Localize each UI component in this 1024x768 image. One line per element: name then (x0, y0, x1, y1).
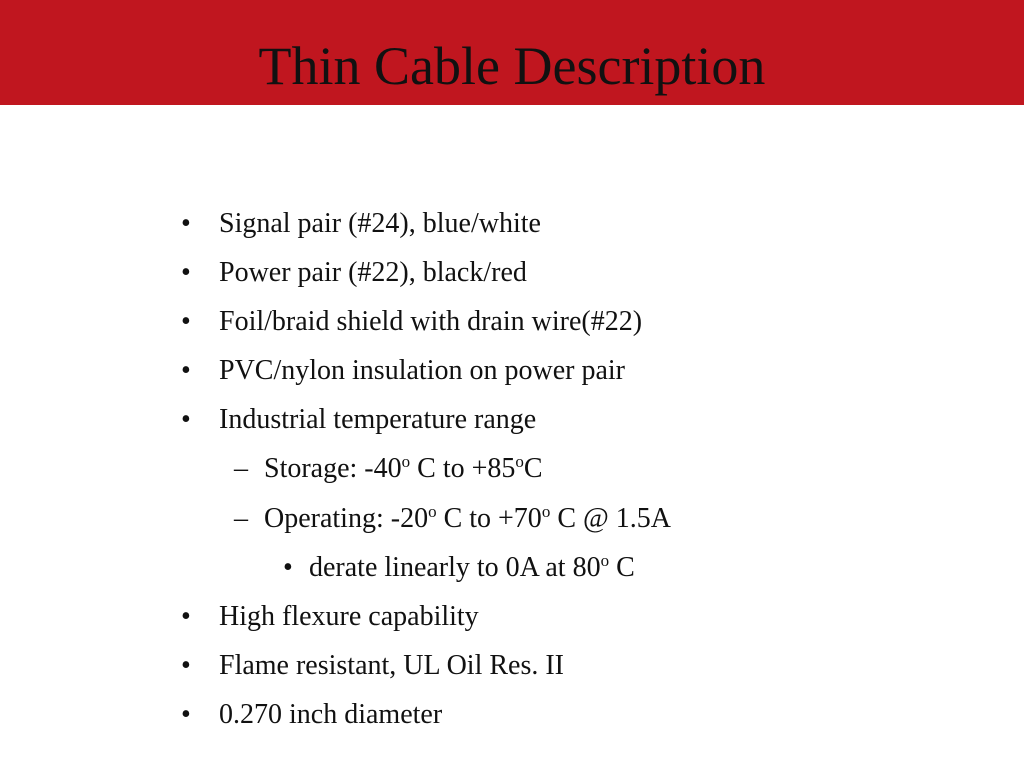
bullet-marker: • (181, 699, 191, 730)
text-part: C @ 1.5A (550, 503, 671, 534)
bullet-marker: • (181, 306, 191, 337)
bullet-text: Power pair (#22), black/red (219, 257, 527, 288)
degree-superscript: o (401, 452, 411, 471)
bullet-text: Flame resistant, UL Oil Res. II (219, 650, 565, 681)
bullet-text: 0.270 inch diameter (219, 699, 443, 730)
text-part: C to +70 (436, 503, 542, 534)
bullet-marker: • (181, 208, 191, 239)
text-part: C (523, 453, 543, 484)
text-part: Storage: -40 (264, 453, 402, 484)
sub-sub-bullet-text (309, 551, 635, 585)
text-part: C to +85 (410, 453, 516, 484)
degree-superscript: o (428, 502, 437, 521)
bullet-marker: • (181, 601, 191, 632)
slide-title: Thin Cable Description (258, 36, 766, 96)
bullet-text: Industrial temperature range (219, 404, 537, 435)
bullet-marker: • (181, 355, 191, 386)
bullet-marker: • (181, 404, 191, 435)
bullet-text: High flexure capability (219, 601, 479, 632)
degree-superscript: o (600, 551, 610, 570)
text-part: derate linearly to 0A at 80 (309, 552, 601, 583)
degree-superscript: o (541, 502, 551, 521)
degree-superscript: o (515, 452, 524, 471)
bullet-marker: • (181, 650, 191, 681)
dash-marker: – (234, 453, 248, 484)
bullet-text: Foil/braid shield with drain wire(#22) (219, 306, 643, 337)
bullet-text: Signal pair (#24), blue/white (219, 208, 541, 239)
dash-marker: – (234, 503, 248, 534)
text-part: Operating: -20 (264, 503, 429, 534)
sub-bullet-text (264, 452, 543, 486)
bullet-marker: • (181, 257, 191, 288)
bullet-marker: • (283, 552, 293, 583)
sub-bullet-text (264, 502, 671, 536)
text-part: C (609, 552, 635, 583)
bullet-text: PVC/nylon insulation on power pair (219, 355, 625, 386)
